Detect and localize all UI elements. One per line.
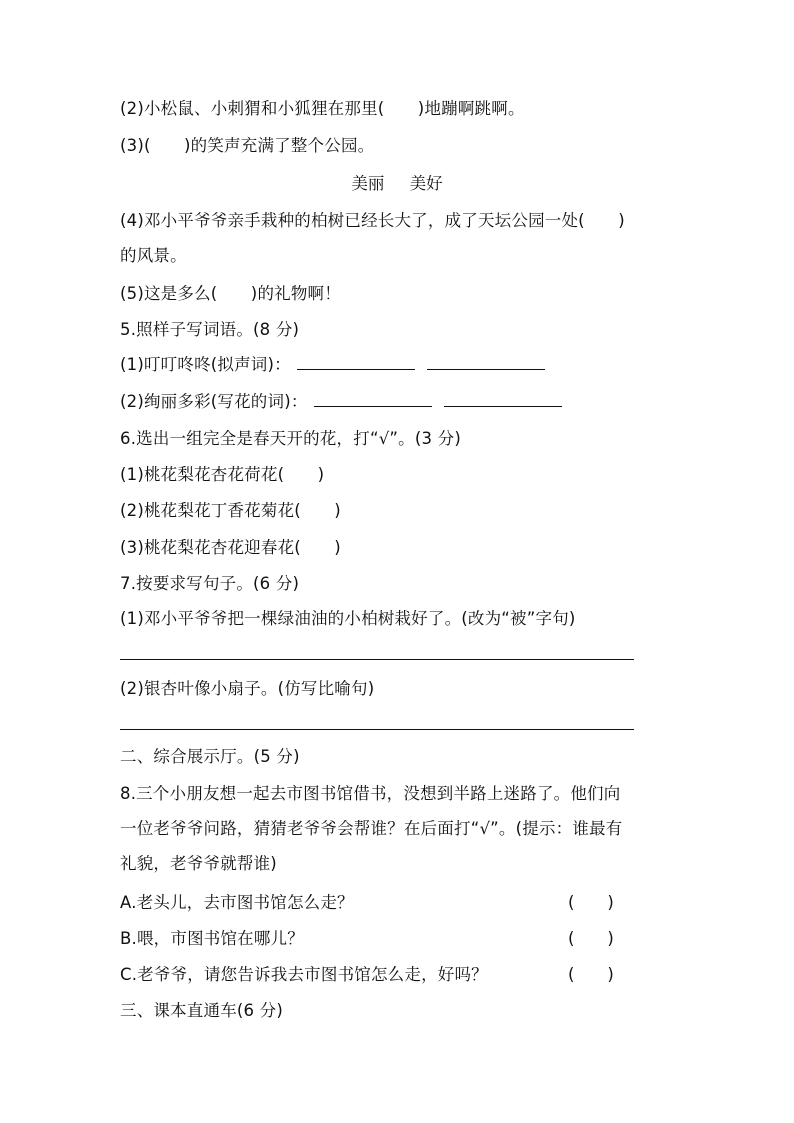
section-3-title: 三、课本直通车(6 分)	[120, 1001, 284, 1020]
answer-blank[interactable]	[297, 353, 415, 370]
answer-blank[interactable]	[314, 390, 432, 407]
question-7-2: (2)银杏叶像小扇子。(仿写比喻句)	[120, 679, 375, 698]
question-4-2: (2)小松鼠、小刺猬和小狐狸在那里( )地蹦啊跳啊。	[120, 99, 525, 118]
option-c: C.老爷爷，请您告诉我去市图书馆怎么走，好吗？	[120, 965, 488, 984]
question-5-1	[120, 353, 545, 377]
question-4-4-line1: (4)邓小平爷爷亲手栽种的柏树已经长大了，成了天坛公园一处( )	[120, 211, 625, 230]
answer-blank[interactable]	[427, 353, 545, 370]
word-choices	[0, 172, 794, 196]
option-a-answer-bracket[interactable]: ( )	[568, 893, 614, 912]
question-5-1-prompt: (1)叮叮咚咚(拟声词)：	[120, 355, 291, 374]
question-5-2-prompt: (2)绚丽多彩(写花的词)：	[120, 392, 308, 411]
question-5-title: 5.照样子写词语。(8 分)	[120, 320, 300, 339]
question-8-line3: 礼貌，老爷爷就帮谁)	[120, 854, 277, 873]
question-6-title: 6.选出一组完全是春天开的花，打“√”。(3 分)	[120, 429, 461, 448]
option-c-answer-bracket[interactable]: ( )	[568, 965, 614, 984]
option-a: A.老头儿，去市图书馆怎么走？	[120, 893, 354, 912]
section-2-title: 二、综合展示厅。(5 分)	[120, 747, 300, 766]
word-choice-1: 美丽	[351, 174, 385, 193]
question-6-1: (1)桃花梨花杏花荷花( )	[120, 465, 325, 484]
question-5-2	[120, 390, 562, 414]
question-8-line2: 一位老爷爷问路，猜猜老爷爷会帮谁？在后面打“√”。(提示：谁最有	[120, 819, 623, 838]
option-b: B.喂，市图书馆在哪儿？	[120, 929, 304, 948]
question-4-3: (3)( )的笑声充满了整个公园。	[120, 136, 375, 155]
answer-line[interactable]	[120, 729, 634, 730]
answer-line[interactable]	[120, 659, 634, 660]
answer-blank[interactable]	[444, 390, 562, 407]
question-6-3: (3)桃花梨花杏花迎春花( )	[120, 538, 341, 557]
word-choice-2: 美好	[409, 174, 443, 193]
option-b-answer-bracket[interactable]: ( )	[568, 929, 614, 948]
question-6-2: (2)桃花梨花丁香花菊花( )	[120, 501, 341, 520]
question-8-line1: 8.三个小朋友想一起去市图书馆借书，没想到半路上迷路了。他们向	[120, 784, 621, 803]
question-4-4-line2: 的风景。	[120, 246, 187, 265]
question-7-title: 7.按要求写句子。(6 分)	[120, 574, 300, 593]
question-4-5: (5)这是多么( )的礼物啊！	[120, 284, 341, 303]
question-7-1: (1)邓小平爷爷把一棵绿油油的小柏树栽好了。(改为“被”字句)	[120, 609, 576, 628]
